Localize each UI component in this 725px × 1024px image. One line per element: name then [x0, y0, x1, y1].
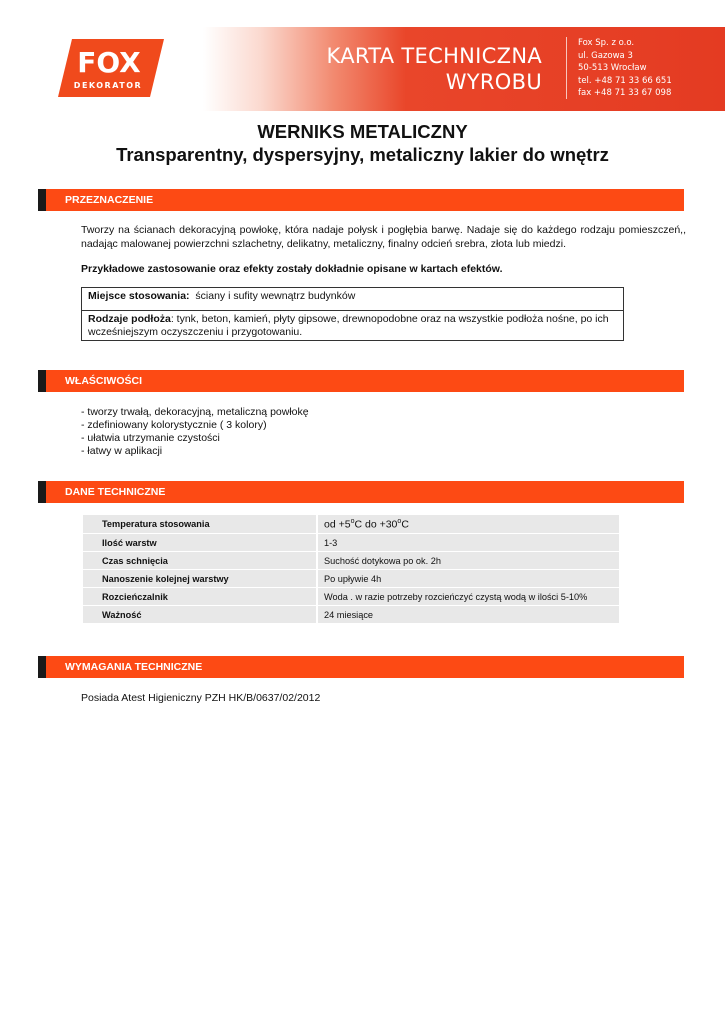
miejsce-stosowania-box	[81, 287, 624, 311]
miejsce-value: ściany i sufity wewnątrz budynków	[195, 290, 356, 302]
row-value: Woda . w razie potrzeby rozcieńczyć czystą wodą w ilości 5-10%	[318, 588, 619, 605]
company-city: 50-513 Wrocław	[578, 63, 647, 73]
miejsce-label: Miejsce stosowania:	[88, 290, 190, 302]
row-value-temperature	[318, 515, 619, 533]
company-fax: fax +48 71 33 67 098	[578, 88, 672, 98]
przeznaczenie-note: Przykładowe zastosowanie oraz efekty zostały dokładnie opisane w kartach efektów.	[81, 263, 503, 275]
temp-unit: C	[401, 518, 409, 531]
wymagania-text: Posiada Atest Higieniczny PZH HK/B/0637/02/2012	[81, 692, 321, 704]
row-key: Temperatura stosowania	[83, 515, 318, 533]
header-banner	[0, 27, 725, 111]
fox-dekorator-logo	[58, 39, 164, 97]
list-item: - tworzy trwałą, dekoracyjną, metaliczną powłokę	[81, 406, 309, 418]
rodzaje-value: : tynk, beton, kamień, płyty gipsowe, drewnopodobne oraz na wszystkie podłoża nośne, po ich wcześniejszym oczyszczeniu i przygotowaniu.	[88, 313, 609, 338]
przeznaczenie-paragraph: Tworzy na ścianach dekoracyjną powłokę, która nadaje połysk i pogłębia barwę. Nadaje się do każdego rodzaju pomieszczeń,, nadając malowanej powierzchni szlachetny, delikatny, metaliczny, finalny odcień srebra, złota lub miedzi.	[81, 224, 686, 250]
table-row	[83, 534, 619, 551]
wlasciwosci-list	[81, 406, 309, 458]
section-header-wlasciwosci	[38, 370, 684, 392]
company-street: ul. Gazowa 3	[578, 50, 633, 61]
temp-mid: C do +30	[354, 518, 398, 531]
rodzaje-label: Rodzaje podłoża	[88, 313, 171, 325]
table-row	[83, 606, 619, 623]
section-header-dane-techniczne	[38, 481, 684, 503]
row-key: Rozcieńczalnik	[83, 588, 318, 605]
section-label: WŁAŚCIWOŚCI	[65, 375, 142, 387]
degree-mark: o	[350, 517, 355, 525]
header-divider	[566, 37, 567, 99]
table-row	[83, 552, 619, 569]
logo-tagline: DEKORATOR	[73, 81, 143, 90]
row-value: Suchość dotykowa po ok. 2h	[318, 552, 619, 569]
row-value: 24 miesiące	[318, 606, 619, 623]
row-key: Nanoszenie kolejnej warstwy	[83, 570, 318, 587]
rodzaje-podloza-box	[81, 310, 624, 341]
doc-title-line1: KARTA TECHNICZNA	[326, 44, 542, 68]
doc-title-line2: WYROBU	[445, 70, 542, 94]
section-marker	[38, 656, 46, 678]
document-type-title	[320, 43, 542, 95]
row-key: Ważność	[83, 606, 318, 623]
list-item: - ułatwia utrzymanie czystości	[81, 432, 220, 444]
section-label: PRZEZNACZENIE	[65, 194, 154, 206]
row-value: 1-3	[318, 534, 619, 551]
section-marker	[38, 370, 46, 392]
section-marker	[38, 481, 46, 503]
company-name: Fox Sp. z o.o.	[578, 38, 635, 48]
table-row	[83, 515, 619, 533]
logo-brand: FOX	[77, 46, 141, 79]
section-label: WYMAGANIA TECHNICZNE	[65, 661, 203, 673]
table-row	[83, 570, 619, 587]
temp-from: od +5	[324, 518, 351, 531]
section-header-przeznaczenie	[38, 189, 684, 211]
product-subtitle: Transparentny, dyspersyjny, metaliczny lakier do wnętrz	[116, 144, 609, 165]
list-item: - zdefiniowany kolorystycznie ( 3 kolory)	[81, 419, 267, 431]
table-row	[83, 588, 619, 605]
row-key: Ilość warstw	[83, 534, 318, 551]
section-header-wymagania	[38, 656, 684, 678]
row-key: Czas schnięcia	[83, 552, 318, 569]
technical-data-table	[83, 514, 619, 624]
section-label: DANE TECHNICZNE	[65, 486, 166, 498]
section-marker	[38, 189, 46, 211]
row-value: Po upływie 4h	[318, 570, 619, 587]
list-item: - łatwy w aplikacji	[81, 445, 163, 457]
degree-mark: o	[397, 517, 402, 525]
product-title: WERNIKS METALICZNY	[257, 121, 468, 142]
company-tel: tel. +48 71 33 66 651	[578, 75, 672, 86]
company-address	[578, 37, 672, 100]
